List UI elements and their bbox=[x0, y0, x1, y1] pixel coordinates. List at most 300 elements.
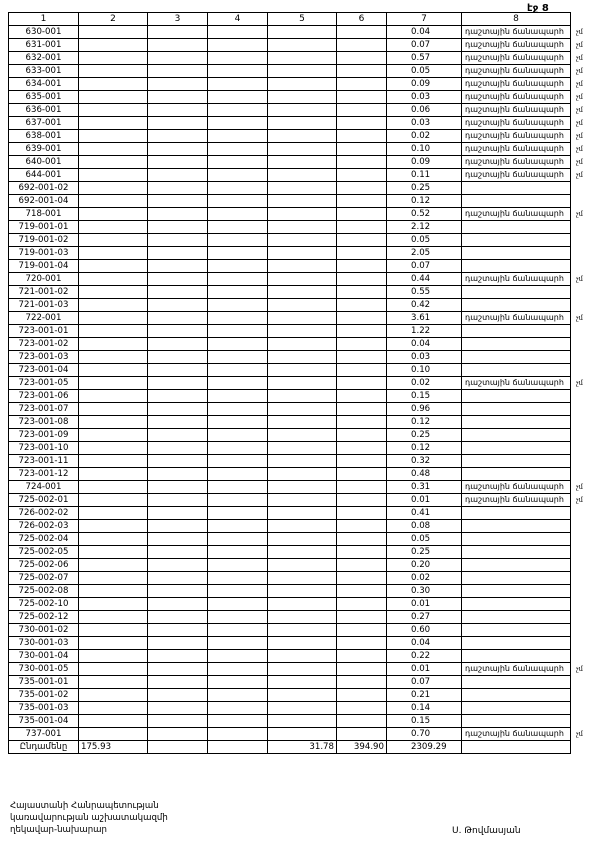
purpose-cell: դաշտային ճանապարհ bbox=[462, 481, 571, 494]
empty-cell bbox=[79, 195, 148, 208]
parcel-code-cell: 639-001 bbox=[9, 143, 79, 156]
empty-cell bbox=[148, 546, 208, 559]
empty-cell bbox=[268, 26, 337, 39]
empty-cell bbox=[208, 65, 268, 78]
table-row bbox=[9, 104, 571, 117]
area-cell: 0.08 bbox=[387, 520, 462, 533]
table-row bbox=[9, 559, 571, 572]
empty-cell bbox=[268, 52, 337, 65]
table-row bbox=[9, 403, 571, 416]
empty-cell bbox=[208, 130, 268, 143]
empty-cell bbox=[208, 117, 268, 130]
empty-cell bbox=[148, 312, 208, 325]
empty-cell bbox=[79, 689, 148, 702]
empty-cell bbox=[337, 390, 387, 403]
empty-cell bbox=[79, 91, 148, 104]
empty-cell bbox=[268, 481, 337, 494]
table-row bbox=[9, 390, 571, 403]
empty-cell bbox=[148, 104, 208, 117]
area-cell: 0.12 bbox=[387, 195, 462, 208]
table-row bbox=[9, 533, 571, 546]
empty-cell bbox=[337, 273, 387, 286]
margin-note: չմ bbox=[576, 66, 584, 75]
area-cell: 0.10 bbox=[387, 364, 462, 377]
table-row bbox=[9, 65, 571, 78]
purpose-cell bbox=[462, 221, 571, 234]
empty-cell bbox=[148, 650, 208, 663]
empty-cell bbox=[337, 182, 387, 195]
empty-cell bbox=[79, 728, 148, 741]
empty-cell bbox=[268, 338, 337, 351]
empty-cell bbox=[79, 234, 148, 247]
area-cell: 0.15 bbox=[387, 390, 462, 403]
empty-cell bbox=[337, 299, 387, 312]
area-cell: 0.41 bbox=[387, 507, 462, 520]
empty-cell bbox=[268, 260, 337, 273]
empty-cell bbox=[208, 702, 268, 715]
empty-cell bbox=[268, 351, 337, 364]
table-row bbox=[9, 351, 571, 364]
purpose-cell bbox=[462, 689, 571, 702]
empty-cell bbox=[337, 325, 387, 338]
parcel-code-cell: 723-001-09 bbox=[9, 429, 79, 442]
empty-cell bbox=[148, 377, 208, 390]
table-row bbox=[9, 260, 571, 273]
total-row bbox=[9, 741, 571, 754]
purpose-cell bbox=[462, 637, 571, 650]
table-row bbox=[9, 481, 571, 494]
purpose-cell: դաշտային ճանապարհ bbox=[462, 117, 571, 130]
empty-cell bbox=[79, 715, 148, 728]
empty-cell bbox=[208, 598, 268, 611]
empty-cell bbox=[208, 78, 268, 91]
empty-cell bbox=[148, 455, 208, 468]
margin-note: չմ bbox=[576, 40, 584, 49]
empty-cell bbox=[79, 429, 148, 442]
empty-cell bbox=[79, 520, 148, 533]
empty-cell bbox=[268, 364, 337, 377]
empty-cell bbox=[337, 104, 387, 117]
empty-cell bbox=[268, 286, 337, 299]
purpose-cell bbox=[462, 351, 571, 364]
empty-cell bbox=[268, 676, 337, 689]
area-cell: 0.11 bbox=[387, 169, 462, 182]
empty-cell bbox=[268, 650, 337, 663]
empty-cell bbox=[462, 741, 571, 754]
empty-cell bbox=[337, 260, 387, 273]
purpose-cell bbox=[462, 455, 571, 468]
empty-cell bbox=[148, 728, 208, 741]
empty-cell bbox=[208, 338, 268, 351]
area-cell: 0.44 bbox=[387, 273, 462, 286]
empty-cell bbox=[79, 390, 148, 403]
area-cell: 0.04 bbox=[387, 338, 462, 351]
parcel-code-cell: 631-001 bbox=[9, 39, 79, 52]
empty-cell bbox=[337, 78, 387, 91]
empty-cell bbox=[208, 572, 268, 585]
area-cell: 0.96 bbox=[387, 403, 462, 416]
empty-cell bbox=[337, 624, 387, 637]
purpose-cell: դաշտային ճանապարհ bbox=[462, 156, 571, 169]
empty-cell bbox=[268, 195, 337, 208]
purpose-cell bbox=[462, 507, 571, 520]
parcel-code-cell: 723-001-12 bbox=[9, 468, 79, 481]
empty-cell bbox=[148, 403, 208, 416]
empty-cell bbox=[337, 533, 387, 546]
empty-cell bbox=[337, 286, 387, 299]
empty-cell bbox=[79, 130, 148, 143]
empty-cell bbox=[268, 468, 337, 481]
table-row bbox=[9, 78, 571, 91]
empty-cell bbox=[268, 442, 337, 455]
empty-cell bbox=[148, 325, 208, 338]
purpose-cell bbox=[462, 715, 571, 728]
table-row bbox=[9, 377, 571, 390]
table-row bbox=[9, 429, 571, 442]
parcel-code-cell: 637-001 bbox=[9, 117, 79, 130]
empty-cell bbox=[79, 52, 148, 65]
empty-cell bbox=[337, 494, 387, 507]
empty-cell bbox=[337, 598, 387, 611]
table-row bbox=[9, 676, 571, 689]
empty-cell bbox=[268, 78, 337, 91]
area-cell: 2.05 bbox=[387, 247, 462, 260]
area-cell: 3.61 bbox=[387, 312, 462, 325]
purpose-cell: դաշտային ճանապարհ bbox=[462, 26, 571, 39]
signature-name: Ս. Թովմասյան bbox=[452, 826, 521, 836]
footer-line: Հայաստանի Հանրապետության bbox=[10, 801, 159, 811]
table-row bbox=[9, 247, 571, 260]
parcel-code-cell: 730-001-05 bbox=[9, 663, 79, 676]
empty-cell bbox=[79, 312, 148, 325]
empty-cell bbox=[268, 156, 337, 169]
empty-cell bbox=[79, 611, 148, 624]
empty-cell bbox=[208, 208, 268, 221]
area-cell: 0.04 bbox=[387, 637, 462, 650]
parcel-code-cell: 723-001-03 bbox=[9, 351, 79, 364]
purpose-cell bbox=[462, 533, 571, 546]
parcel-code-cell: 633-001 bbox=[9, 65, 79, 78]
empty-cell bbox=[337, 468, 387, 481]
parcel-code-cell: 692-001-04 bbox=[9, 195, 79, 208]
empty-cell bbox=[148, 559, 208, 572]
empty-cell bbox=[208, 663, 268, 676]
empty-cell bbox=[79, 208, 148, 221]
empty-cell bbox=[148, 585, 208, 598]
empty-cell bbox=[268, 559, 337, 572]
purpose-cell bbox=[462, 572, 571, 585]
empty-cell bbox=[208, 403, 268, 416]
table-row bbox=[9, 325, 571, 338]
purpose-cell: դաշտային ճանապարհ bbox=[462, 65, 571, 78]
empty-cell bbox=[268, 715, 337, 728]
table-row bbox=[9, 663, 571, 676]
table-row bbox=[9, 234, 571, 247]
table-row bbox=[9, 585, 571, 598]
empty-cell bbox=[268, 572, 337, 585]
parcel-code-cell: 719-001-01 bbox=[9, 221, 79, 234]
empty-cell bbox=[268, 221, 337, 234]
purpose-cell bbox=[462, 546, 571, 559]
margin-note: չմ bbox=[576, 144, 584, 153]
parcel-code-cell: 723-001-04 bbox=[9, 364, 79, 377]
purpose-cell: դաշտային ճանապարհ bbox=[462, 39, 571, 52]
empty-cell bbox=[148, 598, 208, 611]
margin-note: չմ bbox=[576, 92, 584, 101]
table-row bbox=[9, 455, 571, 468]
empty-cell bbox=[208, 585, 268, 598]
table-row bbox=[9, 702, 571, 715]
empty-cell bbox=[79, 247, 148, 260]
empty-cell bbox=[148, 182, 208, 195]
parcel-code-cell: 725-002-01 bbox=[9, 494, 79, 507]
purpose-cell bbox=[462, 234, 571, 247]
parcel-code-cell: 630-001 bbox=[9, 26, 79, 39]
table-row bbox=[9, 637, 571, 650]
empty-cell bbox=[79, 338, 148, 351]
empty-cell bbox=[208, 156, 268, 169]
table-row bbox=[9, 611, 571, 624]
empty-cell bbox=[268, 520, 337, 533]
purpose-cell bbox=[462, 390, 571, 403]
empty-cell bbox=[79, 104, 148, 117]
empty-cell bbox=[268, 728, 337, 741]
area-cell: 0.12 bbox=[387, 442, 462, 455]
header-row bbox=[9, 13, 571, 26]
empty-cell bbox=[79, 364, 148, 377]
area-cell: 0.02 bbox=[387, 572, 462, 585]
empty-cell bbox=[337, 351, 387, 364]
empty-cell bbox=[268, 39, 337, 52]
parcel-code-cell: 725-002-10 bbox=[9, 598, 79, 611]
empty-cell bbox=[208, 286, 268, 299]
parcel-code-cell: 722-001 bbox=[9, 312, 79, 325]
parcel-code-cell: 632-001 bbox=[9, 52, 79, 65]
parcel-code-cell: 735-001-03 bbox=[9, 702, 79, 715]
empty-cell bbox=[79, 702, 148, 715]
empty-cell bbox=[268, 169, 337, 182]
empty-cell bbox=[337, 702, 387, 715]
empty-cell bbox=[208, 234, 268, 247]
empty-cell bbox=[268, 234, 337, 247]
empty-cell bbox=[208, 273, 268, 286]
empty-cell bbox=[79, 260, 148, 273]
purpose-cell bbox=[462, 598, 571, 611]
purpose-cell: դաշտային ճանապարհ bbox=[462, 273, 571, 286]
empty-cell bbox=[268, 143, 337, 156]
table-row bbox=[9, 208, 571, 221]
empty-cell bbox=[79, 481, 148, 494]
parcel-code-cell: 725-002-06 bbox=[9, 559, 79, 572]
empty-cell bbox=[268, 130, 337, 143]
empty-cell bbox=[208, 169, 268, 182]
parcel-code-cell: 735-001-02 bbox=[9, 689, 79, 702]
margin-note: չմ bbox=[576, 378, 584, 387]
empty-cell bbox=[268, 637, 337, 650]
empty-cell bbox=[79, 585, 148, 598]
area-cell: 0.55 bbox=[387, 286, 462, 299]
table-row bbox=[9, 286, 571, 299]
table-row bbox=[9, 442, 571, 455]
land-table bbox=[8, 12, 571, 754]
empty-cell bbox=[208, 26, 268, 39]
empty-cell bbox=[79, 351, 148, 364]
purpose-cell: դաշտային ճանապարհ bbox=[462, 169, 571, 182]
purpose-cell bbox=[462, 195, 571, 208]
empty-cell bbox=[79, 182, 148, 195]
empty-cell bbox=[148, 78, 208, 91]
table-row bbox=[9, 39, 571, 52]
empty-cell bbox=[337, 637, 387, 650]
table-row bbox=[9, 650, 571, 663]
empty-cell bbox=[268, 494, 337, 507]
purpose-cell bbox=[462, 403, 571, 416]
empty-cell bbox=[208, 221, 268, 234]
empty-cell bbox=[268, 546, 337, 559]
margin-note: չմ bbox=[576, 105, 584, 114]
empty-cell bbox=[208, 611, 268, 624]
area-cell: 0.27 bbox=[387, 611, 462, 624]
empty-cell bbox=[148, 468, 208, 481]
margin-note: չմ bbox=[576, 79, 584, 88]
empty-cell bbox=[148, 26, 208, 39]
empty-cell bbox=[337, 39, 387, 52]
table-row bbox=[9, 468, 571, 481]
empty-cell bbox=[148, 52, 208, 65]
table-row bbox=[9, 598, 571, 611]
empty-cell bbox=[208, 650, 268, 663]
parcel-code-cell: 737-001 bbox=[9, 728, 79, 741]
empty-cell bbox=[79, 273, 148, 286]
area-cell: 0.01 bbox=[387, 663, 462, 676]
empty-cell bbox=[337, 585, 387, 598]
margin-note: չմ bbox=[576, 274, 584, 283]
empty-cell bbox=[208, 494, 268, 507]
purpose-cell: դաշտային ճանապարհ bbox=[462, 728, 571, 741]
empty-cell bbox=[148, 702, 208, 715]
parcel-code-cell: 725-002-05 bbox=[9, 546, 79, 559]
empty-cell bbox=[148, 273, 208, 286]
empty-cell bbox=[208, 559, 268, 572]
purpose-cell bbox=[462, 559, 571, 572]
parcel-code-cell: 718-001 bbox=[9, 208, 79, 221]
empty-cell bbox=[148, 130, 208, 143]
empty-cell bbox=[79, 663, 148, 676]
empty-cell bbox=[148, 208, 208, 221]
parcel-code-cell: 723-001-02 bbox=[9, 338, 79, 351]
parcel-code-cell: 719-001-04 bbox=[9, 260, 79, 273]
empty-cell bbox=[268, 663, 337, 676]
parcel-code-cell: 725-002-04 bbox=[9, 533, 79, 546]
empty-cell bbox=[337, 364, 387, 377]
empty-cell bbox=[79, 221, 148, 234]
parcel-code-cell: 723-001-11 bbox=[9, 455, 79, 468]
purpose-cell: դաշտային ճանապարհ bbox=[462, 78, 571, 91]
empty-cell bbox=[208, 247, 268, 260]
area-cell: 0.09 bbox=[387, 78, 462, 91]
empty-cell bbox=[208, 676, 268, 689]
empty-cell bbox=[208, 533, 268, 546]
empty-cell bbox=[337, 247, 387, 260]
area-cell: 0.05 bbox=[387, 234, 462, 247]
empty-cell bbox=[148, 156, 208, 169]
table-row bbox=[9, 312, 571, 325]
empty-cell bbox=[148, 338, 208, 351]
empty-cell bbox=[208, 312, 268, 325]
parcel-code-cell: 724-001 bbox=[9, 481, 79, 494]
purpose-cell: դաշտային ճանապարհ bbox=[462, 91, 571, 104]
purpose-cell bbox=[462, 468, 571, 481]
area-cell: 0.57 bbox=[387, 52, 462, 65]
empty-cell bbox=[268, 624, 337, 637]
table-row bbox=[9, 130, 571, 143]
parcel-code-cell: 725-002-08 bbox=[9, 585, 79, 598]
margin-note: չմ bbox=[576, 729, 584, 738]
empty-cell bbox=[337, 611, 387, 624]
empty-cell bbox=[337, 143, 387, 156]
column-header: 6 bbox=[337, 13, 387, 26]
empty-cell bbox=[337, 117, 387, 130]
area-cell: 0.03 bbox=[387, 117, 462, 130]
parcel-code-cell: 723-001-06 bbox=[9, 390, 79, 403]
parcel-code-cell: 723-001-10 bbox=[9, 442, 79, 455]
empty-cell bbox=[337, 130, 387, 143]
empty-cell bbox=[148, 429, 208, 442]
empty-cell bbox=[208, 481, 268, 494]
empty-cell bbox=[79, 546, 148, 559]
purpose-cell bbox=[462, 182, 571, 195]
purpose-cell bbox=[462, 585, 571, 598]
empty-cell bbox=[337, 559, 387, 572]
empty-cell bbox=[208, 52, 268, 65]
area-cell: 0.01 bbox=[387, 494, 462, 507]
parcel-code-cell: 721-001-02 bbox=[9, 286, 79, 299]
purpose-cell: դաշտային ճանապարհ bbox=[462, 494, 571, 507]
empty-cell bbox=[337, 520, 387, 533]
area-cell: 1.22 bbox=[387, 325, 462, 338]
area-cell: 0.01 bbox=[387, 598, 462, 611]
table-row bbox=[9, 156, 571, 169]
area-cell: 0.06 bbox=[387, 104, 462, 117]
empty-cell bbox=[148, 715, 208, 728]
footer-line: ղեկավար-նախարար bbox=[10, 825, 107, 835]
margin-note: չմ bbox=[576, 664, 584, 673]
total-col2: 175.93 bbox=[79, 741, 148, 754]
empty-cell bbox=[79, 624, 148, 637]
empty-cell bbox=[79, 143, 148, 156]
column-header: 4 bbox=[208, 13, 268, 26]
parcel-code-cell: 723-001-07 bbox=[9, 403, 79, 416]
purpose-cell: դաշտային ճանապարհ bbox=[462, 377, 571, 390]
empty-cell bbox=[148, 741, 208, 754]
column-header: 7 bbox=[387, 13, 462, 26]
purpose-cell bbox=[462, 429, 571, 442]
empty-cell bbox=[208, 637, 268, 650]
empty-cell bbox=[148, 364, 208, 377]
empty-cell bbox=[148, 221, 208, 234]
total-label: Ընդամենը bbox=[9, 741, 79, 754]
empty-cell bbox=[268, 429, 337, 442]
empty-cell bbox=[268, 585, 337, 598]
empty-cell bbox=[148, 117, 208, 130]
parcel-code-cell: 720-001 bbox=[9, 273, 79, 286]
empty-cell bbox=[208, 325, 268, 338]
margin-note: չմ bbox=[576, 313, 584, 322]
table-row bbox=[9, 520, 571, 533]
empty-cell bbox=[208, 455, 268, 468]
total-col6: 394.90 bbox=[337, 741, 387, 754]
empty-cell bbox=[268, 689, 337, 702]
